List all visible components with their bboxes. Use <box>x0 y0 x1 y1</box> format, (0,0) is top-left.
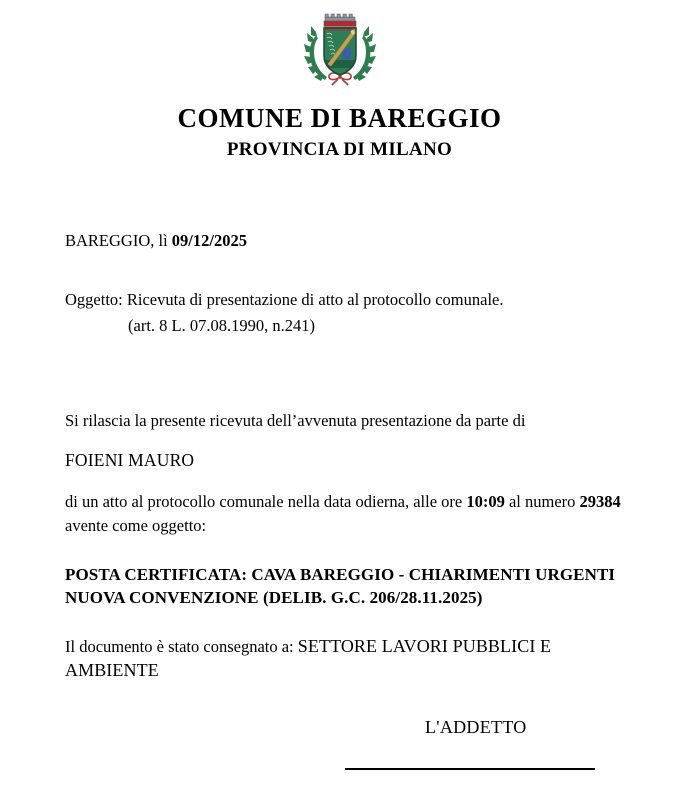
protocol-number: 29384 <box>579 491 621 511</box>
coat-of-arms-icon <box>298 8 382 88</box>
subject-block <box>65 563 639 610</box>
date-place-label: BAREGGIO, lì <box>65 230 172 250</box>
delivered-prefix: Il documento è stato consegnato a: <box>65 637 298 657</box>
oggetto-block <box>65 289 639 337</box>
oggetto-label: Oggetto: <box>65 290 123 310</box>
date-value: 09/12/2025 <box>171 230 247 250</box>
protocol-time: 10:09 <box>466 491 505 511</box>
delivered-department: SETTORE LAVORI PUBBLICI E AMBIENTE <box>65 636 552 681</box>
signature-area <box>65 716 639 806</box>
intro-line: Si rilascia la presente ricevuta dell’avvenuta presentazione da parte di <box>65 410 526 430</box>
signature-label: L'ADDETTO <box>425 716 527 737</box>
subject-line-2: NUOVA CONVENZIONE (DELIB. G.C. 206/28.11.2025) <box>65 587 483 607</box>
submitter-name: FOIENI MAURO <box>65 449 195 470</box>
document-body <box>0 230 679 806</box>
signature-line <box>345 768 595 770</box>
emblem-container <box>0 0 679 86</box>
oggetto-reference: (art. 8 L. 07.08.1990, n.241) <box>128 316 315 336</box>
oggetto-text: Ricevuta di presentazione di atto al protocollo comunale. <box>126 290 504 310</box>
protocol-middle: al numero <box>504 491 580 511</box>
subject-line-1: POSTA CERTIFICATA: CAVA BAREGGIO - CHIARIMENTI URGENTI <box>65 564 616 584</box>
page-title: COMUNE DI BAREGGIO <box>177 103 502 133</box>
delivered-line <box>65 635 639 683</box>
protocol-suffix: avente come oggetto: <box>65 515 207 535</box>
protocol-prefix: di un atto al protocollo comunale nella data odierna, alle ore <box>65 491 467 511</box>
protocol-paragraph <box>65 490 639 538</box>
oggetto-line <box>65 289 639 311</box>
date-line <box>65 230 639 252</box>
page-subtitle: PROVINCIA DI MILANO <box>226 139 453 161</box>
